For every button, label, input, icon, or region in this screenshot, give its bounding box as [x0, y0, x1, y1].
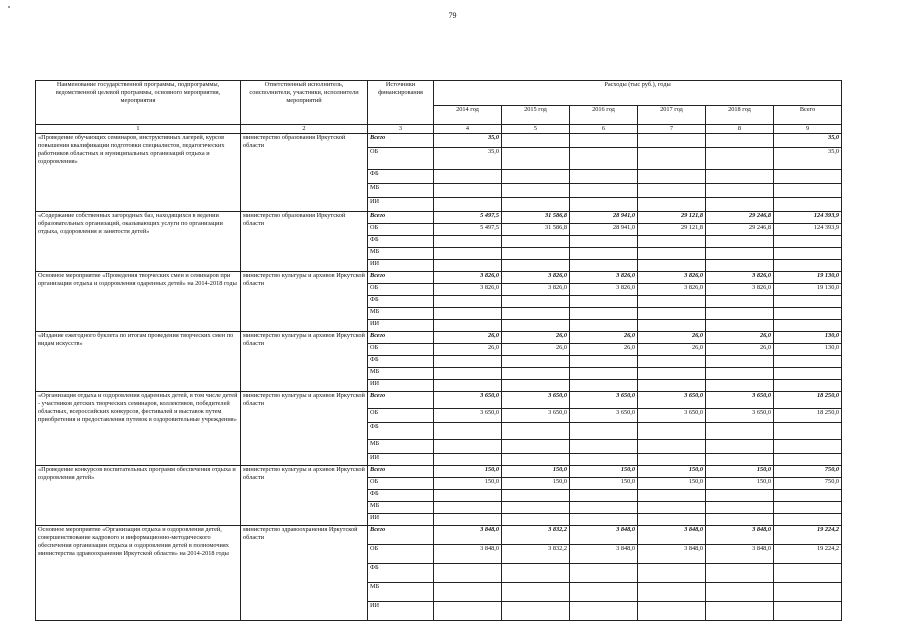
funding-source: Всего [368, 134, 434, 148]
amount-cell: 3 848,0 [706, 545, 774, 564]
funding-source: ФБ [368, 170, 434, 184]
amount-cell [706, 564, 774, 583]
amount-cell: 3 826,0 [706, 284, 774, 296]
amount-cell [502, 423, 570, 440]
funding-source: ФБ [368, 236, 434, 248]
amount-cell [502, 260, 570, 272]
table-body [36, 134, 842, 621]
header-year: 2015 год [502, 106, 570, 125]
amount-total-cell: 130,0 [774, 344, 842, 356]
amount-cell [570, 148, 638, 170]
amount-total-cell [774, 380, 842, 392]
amount-cell: 29 246,8 [706, 212, 774, 224]
amount-cell [434, 184, 502, 198]
amount-cell: 3 848,0 [706, 526, 774, 545]
amount-cell [570, 170, 638, 184]
amount-cell: 3 650,0 [502, 392, 570, 409]
amount-cell [502, 602, 570, 621]
table-row [36, 272, 842, 284]
amount-total-cell: 19 224,2 [774, 526, 842, 545]
amount-cell: 3 826,0 [706, 272, 774, 284]
funding-source: ОБ [368, 284, 434, 296]
amount-cell [570, 440, 638, 454]
col-number: 6 [570, 125, 638, 134]
amount-cell: 3 848,0 [570, 545, 638, 564]
table-row [36, 466, 842, 478]
amount-cell: 26,0 [570, 344, 638, 356]
activity-name: «Издание ежегодного буклета по итогам проведения творческих смен по видам искусств» [36, 332, 241, 392]
amount-cell [638, 248, 706, 260]
table-row [36, 134, 842, 148]
amount-cell: 3 826,0 [502, 284, 570, 296]
amount-total-cell: 130,0 [774, 332, 842, 344]
activity-name: «Проведение обучающих семинаров, инструктивных лагерей, курсов повышения квалификации подготовки специалистов, педагогических работников областных и муниципальных организаций отдыха и оздоровления» [36, 134, 241, 212]
amount-cell [434, 198, 502, 212]
amount-cell [434, 170, 502, 184]
amount-cell: 26,0 [434, 332, 502, 344]
amount-cell [570, 308, 638, 320]
amount-cell: 3 650,0 [706, 409, 774, 423]
amount-total-cell [774, 514, 842, 526]
amount-cell [638, 236, 706, 248]
funding-source: ИИ [368, 260, 434, 272]
amount-total-cell: 35,0 [774, 148, 842, 170]
funding-source: ФБ [368, 564, 434, 583]
amount-cell [570, 583, 638, 602]
responsible-executor: министерство образования Иркутской области [241, 212, 368, 272]
funding-source: ФБ [368, 423, 434, 440]
amount-cell [502, 248, 570, 260]
amount-cell [434, 260, 502, 272]
header-year: 2014 год [434, 106, 502, 125]
amount-cell: 29 246,8 [706, 224, 774, 236]
amount-cell: 3 826,0 [570, 272, 638, 284]
amount-cell [638, 583, 706, 602]
amount-total-cell: 35,0 [774, 134, 842, 148]
amount-cell [434, 514, 502, 526]
funding-source: ФБ [368, 490, 434, 502]
amount-cell [570, 320, 638, 332]
amount-cell: 26,0 [638, 332, 706, 344]
scan-dot [8, 6, 10, 8]
funding-source: ИИ [368, 454, 434, 466]
funding-source: ИИ [368, 602, 434, 621]
amount-cell [706, 583, 774, 602]
amount-cell [502, 380, 570, 392]
amount-cell [434, 490, 502, 502]
amount-cell: 150,0 [434, 478, 502, 490]
activity-name: «Содержание собственных загородных баз, находящихся в ведении образовательных организаций, оказывающих услуги по организации отдыха, оздоровления и занятости детей» [36, 212, 241, 272]
funding-source: МБ [368, 502, 434, 514]
amount-total-cell: 19 224,2 [774, 545, 842, 564]
responsible-executor: министерство образования Иркутской области [241, 134, 368, 212]
amount-cell [638, 184, 706, 198]
amount-cell [570, 423, 638, 440]
amount-total-cell: 124 393,9 [774, 224, 842, 236]
funding-source: МБ [368, 440, 434, 454]
amount-cell: 3 650,0 [502, 409, 570, 423]
amount-cell [706, 170, 774, 184]
amount-cell [502, 454, 570, 466]
activity-name: «Организация отдыха и оздоровления одаренных детей, в том числе детей - участников детских творческих семинаров, коллективов, победителей областных, всероссийских конкурсов, фестивалей и выставок путем приобретения и предоставления путевок в оздоровительные учреждения» [36, 392, 241, 466]
col-number: 2 [241, 125, 368, 134]
amount-total-cell [774, 502, 842, 514]
amount-cell [570, 368, 638, 380]
amount-cell: 150,0 [434, 466, 502, 478]
amount-cell: 5 497,5 [434, 212, 502, 224]
amount-total-cell [774, 296, 842, 308]
funding-source: Всего [368, 526, 434, 545]
amount-cell: 3 650,0 [570, 392, 638, 409]
amount-cell [638, 134, 706, 148]
funding-source: ОБ [368, 545, 434, 564]
funding-source: ОБ [368, 478, 434, 490]
amount-cell: 31 586,8 [502, 212, 570, 224]
amount-cell [434, 248, 502, 260]
header-responsible: Ответственный исполнитель, соисполнители, участники, исполнители мероприятий [241, 81, 368, 125]
responsible-executor: министерство здравоохранения Иркутской области [241, 526, 368, 621]
amount-total-cell: 19 130,0 [774, 272, 842, 284]
amount-cell: 3 848,0 [638, 545, 706, 564]
amount-cell [706, 454, 774, 466]
table-row [36, 392, 842, 409]
funding-source: Всего [368, 392, 434, 409]
amount-cell: 3 826,0 [638, 284, 706, 296]
col-number: 7 [638, 125, 706, 134]
amount-total-cell [774, 454, 842, 466]
funding-source: МБ [368, 248, 434, 260]
amount-cell [502, 236, 570, 248]
amount-cell: 3 826,0 [570, 284, 638, 296]
col-number: 8 [706, 125, 774, 134]
amount-cell: 150,0 [502, 466, 570, 478]
amount-cell: 3 650,0 [638, 392, 706, 409]
amount-cell: 3 832,2 [502, 545, 570, 564]
amount-cell [638, 320, 706, 332]
amount-cell [706, 134, 774, 148]
amount-cell [434, 320, 502, 332]
amount-cell [638, 198, 706, 212]
responsible-executor: министерство культуры и архивов Иркутской области [241, 272, 368, 332]
funding-source: МБ [368, 583, 434, 602]
amount-cell [638, 564, 706, 583]
header-year: 2018 год [706, 106, 774, 125]
header-total: Всего [774, 106, 842, 125]
amount-total-cell: 19 130,0 [774, 284, 842, 296]
amount-cell [638, 514, 706, 526]
amount-cell [706, 368, 774, 380]
funding-source: ИИ [368, 380, 434, 392]
amount-cell [434, 423, 502, 440]
amount-cell: 3 826,0 [434, 272, 502, 284]
amount-cell [434, 440, 502, 454]
amount-cell [502, 198, 570, 212]
amount-cell: 26,0 [706, 332, 774, 344]
activity-name: «Проведение конкурсов воспитательных программ обеспечения отдыха и оздоровления детей» [36, 466, 241, 526]
amount-cell: 3 650,0 [706, 392, 774, 409]
amount-cell [434, 380, 502, 392]
amount-total-cell [774, 490, 842, 502]
amount-cell [638, 602, 706, 621]
amount-cell: 3 650,0 [638, 409, 706, 423]
amount-cell: 3 650,0 [434, 392, 502, 409]
amount-cell [434, 583, 502, 602]
amount-cell [434, 308, 502, 320]
amount-cell: 3 650,0 [570, 409, 638, 423]
amount-cell [570, 296, 638, 308]
amount-cell [638, 260, 706, 272]
amount-cell [706, 308, 774, 320]
amount-cell [502, 170, 570, 184]
funding-source: ИИ [368, 198, 434, 212]
amount-cell [570, 260, 638, 272]
amount-cell [502, 514, 570, 526]
amount-cell: 150,0 [570, 478, 638, 490]
funding-source: ФБ [368, 296, 434, 308]
responsible-executor: министерство культуры и архивов Иркутской области [241, 332, 368, 392]
amount-cell [706, 248, 774, 260]
amount-cell [706, 296, 774, 308]
funding-source: Всего [368, 272, 434, 284]
amount-cell [570, 184, 638, 198]
col-number: 9 [774, 125, 842, 134]
amount-cell: 3 826,0 [638, 272, 706, 284]
table-row [36, 526, 842, 545]
amount-cell [570, 134, 638, 148]
amount-cell [570, 564, 638, 583]
responsible-executor: министерство культуры и архивов Иркутской области [241, 466, 368, 526]
amount-cell [434, 502, 502, 514]
amount-cell [502, 184, 570, 198]
amount-total-cell [774, 184, 842, 198]
amount-total-cell [774, 583, 842, 602]
amount-cell: 3 848,0 [570, 526, 638, 545]
amount-total-cell [774, 423, 842, 440]
amount-cell [638, 170, 706, 184]
amount-cell [570, 490, 638, 502]
amount-cell: 3 826,0 [502, 272, 570, 284]
amount-cell: 3 848,0 [638, 526, 706, 545]
col-number: 5 [502, 125, 570, 134]
amount-total-cell [774, 308, 842, 320]
amount-cell [502, 490, 570, 502]
funding-source: ОБ [368, 344, 434, 356]
amount-cell [434, 296, 502, 308]
amount-total-cell [774, 198, 842, 212]
header-year: 2017 год [638, 106, 706, 125]
amount-cell: 26,0 [434, 344, 502, 356]
amount-cell: 35,0 [434, 148, 502, 170]
amount-total-cell [774, 356, 842, 368]
amount-cell [434, 564, 502, 583]
funding-source: Всего [368, 212, 434, 224]
amount-total-cell [774, 248, 842, 260]
amount-cell [706, 236, 774, 248]
amount-cell [638, 380, 706, 392]
amount-cell [434, 356, 502, 368]
header-expenses: Расходы (тыс руб.), годы [434, 81, 842, 106]
col-number: 1 [36, 125, 241, 134]
activity-name: Основное мероприятие «Организация отдыха и оздоровления детей, совершенствование кадрового и информационно-методического обеспечения организации отдыха и оздоровления детей в полномочиях министерства здравоохранения Иркутской области» на 2014-2018 годы [36, 526, 241, 621]
amount-cell [570, 198, 638, 212]
amount-cell [706, 198, 774, 212]
table-row [36, 212, 842, 224]
amount-cell [638, 502, 706, 514]
amount-cell [706, 356, 774, 368]
amount-cell [706, 490, 774, 502]
amount-cell: 26,0 [502, 344, 570, 356]
amount-cell [434, 602, 502, 621]
amount-cell: 150,0 [570, 466, 638, 478]
amount-cell: 26,0 [502, 332, 570, 344]
funding-source: Всего [368, 332, 434, 344]
amount-cell [638, 454, 706, 466]
header-source: Источники финансирования [368, 81, 434, 125]
amount-cell [434, 454, 502, 466]
amount-total-cell [774, 320, 842, 332]
amount-cell [706, 380, 774, 392]
amount-cell [570, 502, 638, 514]
amount-cell [502, 356, 570, 368]
amount-cell: 5 497,5 [434, 224, 502, 236]
amount-total-cell: 18 250,0 [774, 409, 842, 423]
amount-cell: 3 832,2 [502, 526, 570, 545]
funding-source: ИИ [368, 320, 434, 332]
amount-cell [638, 296, 706, 308]
amount-cell: 29 121,8 [638, 224, 706, 236]
amount-cell [502, 564, 570, 583]
amount-cell [434, 236, 502, 248]
amount-cell: 31 586,8 [502, 224, 570, 236]
amount-total-cell: 18 250,0 [774, 392, 842, 409]
amount-cell [638, 148, 706, 170]
table-row [36, 332, 842, 344]
amount-cell [638, 490, 706, 502]
amount-cell: 26,0 [706, 344, 774, 356]
amount-total-cell [774, 440, 842, 454]
amount-cell: 3 848,0 [434, 526, 502, 545]
amount-cell: 150,0 [706, 478, 774, 490]
amount-cell: 150,0 [638, 466, 706, 478]
amount-total-cell [774, 170, 842, 184]
amount-cell [502, 583, 570, 602]
amount-cell: 150,0 [502, 478, 570, 490]
col-number: 3 [368, 125, 434, 134]
budget-table [35, 80, 842, 621]
amount-cell [502, 320, 570, 332]
amount-cell [434, 368, 502, 380]
amount-cell: 26,0 [638, 344, 706, 356]
amount-cell [570, 248, 638, 260]
amount-cell [570, 356, 638, 368]
activity-name: Основное мероприятие «Проведения творческих смен и семинаров при организации отдыха и оздоровления одаренных детей» на 2014-2018 годы [36, 272, 241, 332]
amount-cell [706, 260, 774, 272]
amount-cell [706, 514, 774, 526]
amount-cell: 28 941,0 [570, 212, 638, 224]
amount-total-cell: 750,0 [774, 466, 842, 478]
amount-cell [638, 356, 706, 368]
page-number: 79 [448, 11, 457, 20]
amount-cell: 3 650,0 [434, 409, 502, 423]
amount-total-cell [774, 236, 842, 248]
responsible-executor: министерство культуры и архивов Иркутской области [241, 392, 368, 466]
amount-cell [502, 368, 570, 380]
amount-cell: 3 826,0 [434, 284, 502, 296]
amount-total-cell [774, 602, 842, 621]
amount-cell: 3 848,0 [434, 545, 502, 564]
amount-cell [638, 423, 706, 440]
amount-cell [570, 454, 638, 466]
amount-cell [570, 236, 638, 248]
amount-cell [502, 440, 570, 454]
funding-source: МБ [368, 184, 434, 198]
amount-cell [638, 368, 706, 380]
header-name: Наименование государственной программы, подпрограммы, ведомственной целевой программы, основного мероприятия, мероприятия [36, 81, 241, 125]
funding-source: МБ [368, 368, 434, 380]
amount-cell: 29 121,8 [638, 212, 706, 224]
amount-cell [706, 148, 774, 170]
amount-cell [706, 502, 774, 514]
amount-cell [706, 440, 774, 454]
amount-cell [502, 134, 570, 148]
funding-source: Всего [368, 466, 434, 478]
funding-source: ФБ [368, 356, 434, 368]
amount-cell: 26,0 [570, 332, 638, 344]
amount-total-cell: 750,0 [774, 478, 842, 490]
header-year: 2016 год [570, 106, 638, 125]
amount-cell [502, 148, 570, 170]
amount-cell [706, 423, 774, 440]
amount-cell [570, 514, 638, 526]
amount-cell [638, 308, 706, 320]
funding-source: ОБ [368, 409, 434, 423]
amount-cell [570, 602, 638, 621]
amount-cell [638, 440, 706, 454]
funding-source: ОБ [368, 148, 434, 170]
amount-cell [502, 296, 570, 308]
amount-total-cell [774, 564, 842, 583]
amount-cell [706, 320, 774, 332]
amount-cell [706, 184, 774, 198]
funding-source: ОБ [368, 224, 434, 236]
amount-total-cell [774, 368, 842, 380]
amount-cell: 28 941,0 [570, 224, 638, 236]
amount-total-cell: 124 393,9 [774, 212, 842, 224]
amount-cell: 35,0 [434, 134, 502, 148]
amount-total-cell [774, 260, 842, 272]
funding-source: МБ [368, 308, 434, 320]
amount-cell [502, 308, 570, 320]
col-number: 4 [434, 125, 502, 134]
amount-cell: 150,0 [638, 478, 706, 490]
amount-cell [570, 380, 638, 392]
amount-cell: 150,0 [706, 466, 774, 478]
funding-source: ИИ [368, 514, 434, 526]
amount-cell [502, 502, 570, 514]
amount-cell [706, 602, 774, 621]
